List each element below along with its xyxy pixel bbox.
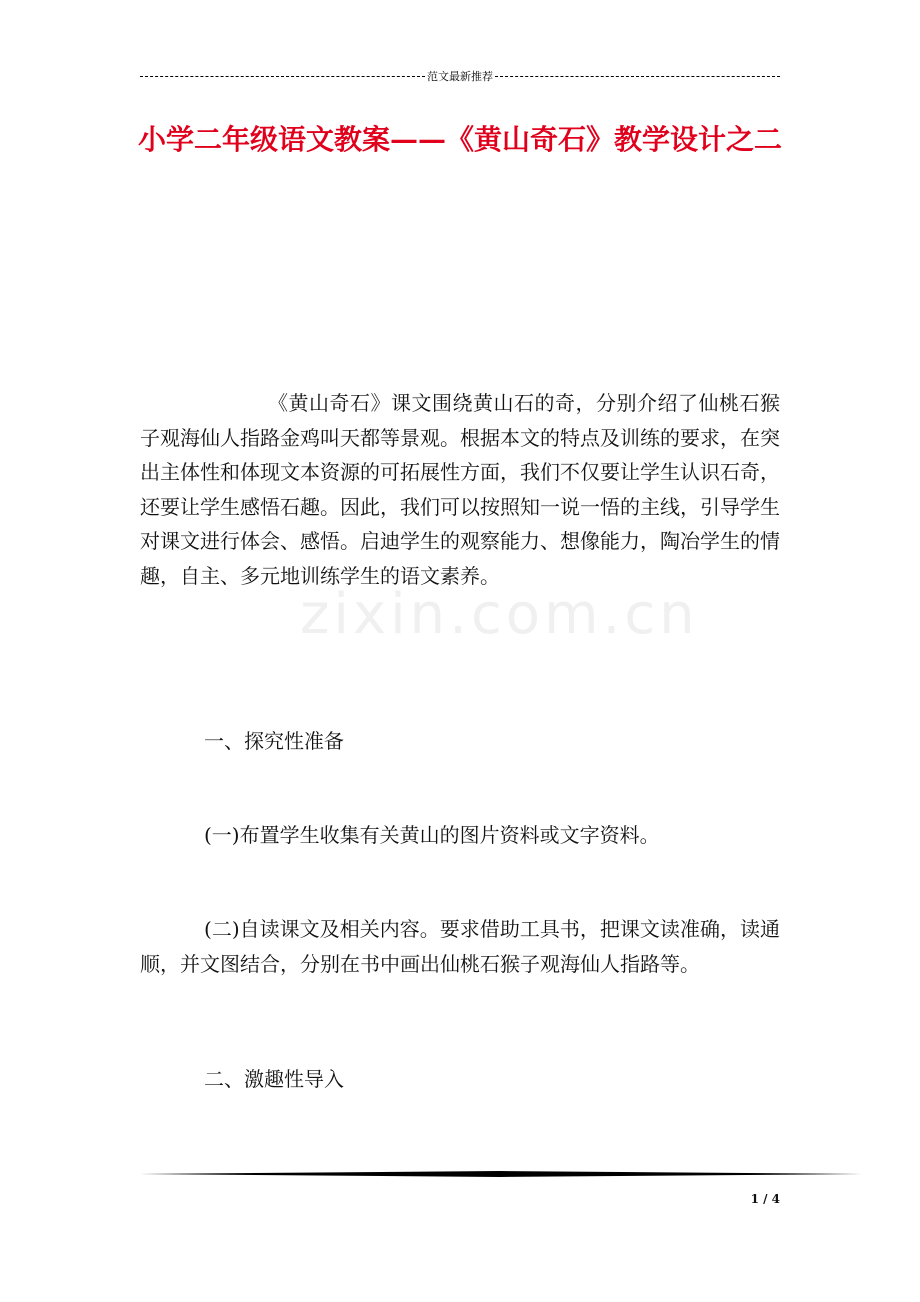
intro-paragraph: 《黄山奇石》课文围绕黄山石的奇，分别介绍了仙桃石猴子观海仙人指路金鸡叫天都等景观。根据本文的特点及训练的要求，在突出主体性和体现文本资源的可拓展性方面，我们不仅要让学生认识石奇，还要让学生感悟石趣。因此，我们可以按照知一说一悟的主线，引导学生对课文进行体会、感悟。启迪学生的观察能力、想像能力，陶冶学生的情趣，自主、多元地训练学生的语文素养。 xyxy=(140,391,780,588)
watermark: zixin.com.cn xyxy=(300,582,699,647)
page-header xyxy=(140,66,780,86)
list-item-1: (一)布置学生收集有关黄山的图片资料或文字资料。 xyxy=(204,823,660,847)
header-text: 范文最新推荐 xyxy=(427,70,493,83)
section-heading-1: 一、探究性准备 xyxy=(204,729,344,753)
header-dash-left xyxy=(140,76,425,77)
list-item-2: (二)自读课文及相关内容。要求借助工具书，把课文读准确，读通顺，并文图结合，分别在书中画出仙桃石猴子观海仙人指路等。 xyxy=(140,917,780,976)
page-number: 1 / 4 xyxy=(750,1192,780,1206)
header-dash-right xyxy=(495,76,780,77)
document-title: 小学二年级语文教案——《黄山奇石》教学设计之二 xyxy=(137,123,782,156)
footer-rule xyxy=(140,1169,862,1179)
section-heading-2: 二、激趣性导入 xyxy=(204,1067,344,1091)
